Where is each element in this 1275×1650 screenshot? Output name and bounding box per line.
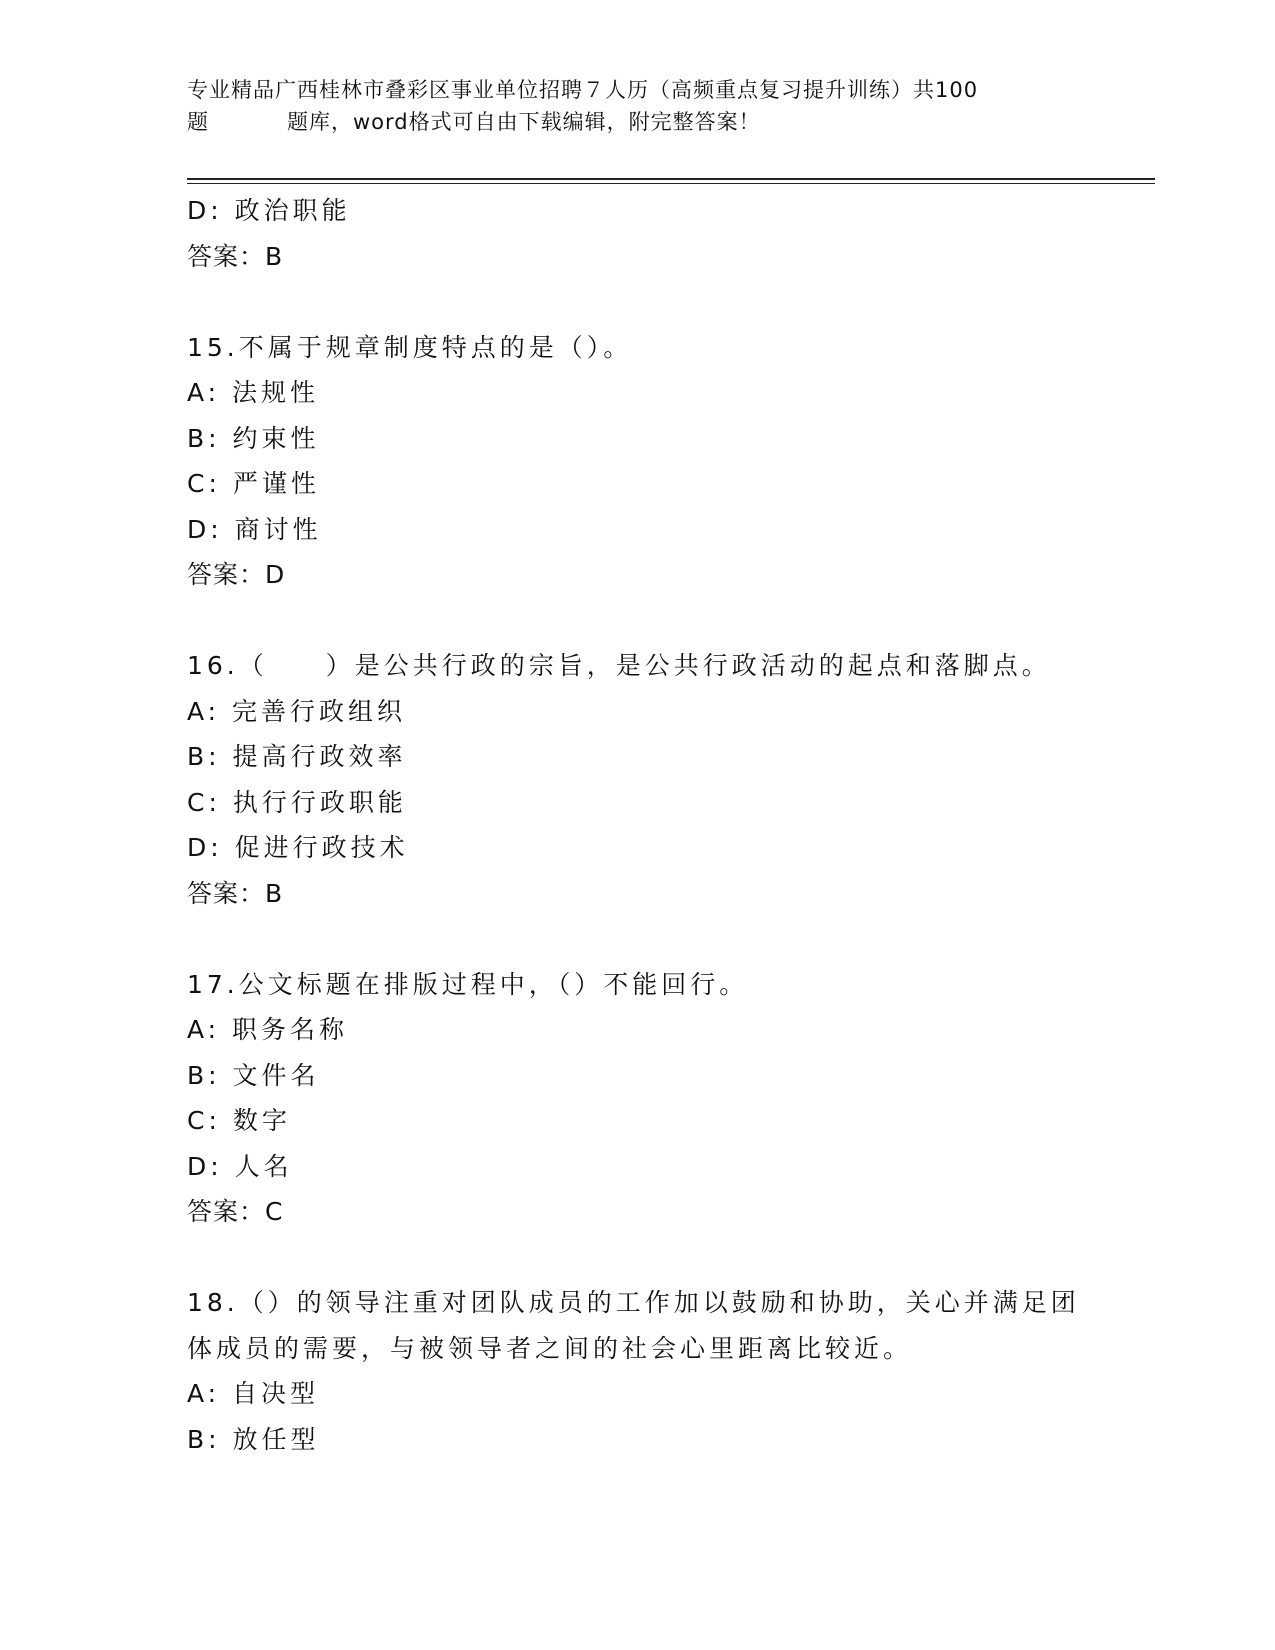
header-title-line2-end: 题库，word格式可自由下载编辑，附完整答案！ (287, 110, 761, 134)
question-stem-line1: 18.（）的领导注重对团队成员的工作加以鼓励和协助，关心并满足团 (187, 1288, 1080, 1317)
question-18 (187, 1280, 1087, 1462)
option-c: C: 严谨性 (187, 469, 320, 498)
header-title-line2-start: 题 (187, 110, 209, 134)
question-stem: 17.公文标题在排版过程中，（）不能回行。 (187, 969, 749, 999)
document-header (187, 74, 1087, 138)
option-a: A: 职务名称 (187, 1015, 349, 1044)
option-b: B: 约束性 (187, 423, 320, 453)
header-divider-thin (187, 183, 1155, 184)
option-d: D: 促进行政技术 (187, 833, 409, 862)
question-list (187, 188, 1087, 1462)
question-15 (187, 325, 1087, 598)
question-spacer (187, 1235, 1087, 1281)
question-spacer (187, 598, 1087, 644)
header-title-line2 (187, 106, 1087, 138)
question-stem: 16.（ ）是公共行政的宗旨，是公共行政活动的起点和落脚点。 (187, 651, 1051, 680)
answer: 答案：B (187, 878, 284, 908)
option-d: D: 商讨性 (187, 514, 322, 544)
question-spacer (187, 279, 1087, 325)
question-17 (187, 962, 1087, 1235)
question-stem: 15.不属于规章制度特点的是（）。 (187, 332, 633, 362)
question-stem-line2: 体成员的需要，与被领导者之间的社会心里距离比较近。 (187, 1333, 913, 1363)
answer: 答案：D (187, 560, 286, 589)
answer: 答案：C (187, 1197, 284, 1226)
option-a: A: 完善行政组织 (187, 696, 407, 726)
header-title-line1: 专业精品广西桂林市叠彩区事业单位招聘７人历（高频重点复习提升训练）共100 (187, 78, 979, 102)
option-b: B: 提高行政效率 (187, 742, 407, 771)
option-c: C: 执行行政职能 (187, 787, 407, 817)
option-d: D: 人名 (187, 1151, 293, 1181)
prev-question-answer: 答案：B (187, 241, 284, 271)
question-16 (187, 643, 1087, 916)
option-b: B: 文件名 (187, 1060, 320, 1090)
question-spacer (187, 916, 1087, 962)
prev-question-option-d: D: 政治职能 (187, 196, 351, 225)
header-divider-thick (187, 178, 1155, 180)
option-a: A: 自决型 (187, 1379, 320, 1408)
option-a: A: 法规性 (187, 378, 320, 407)
option-c: C: 数字 (187, 1106, 291, 1135)
option-b: B: 放任型 (187, 1424, 320, 1454)
